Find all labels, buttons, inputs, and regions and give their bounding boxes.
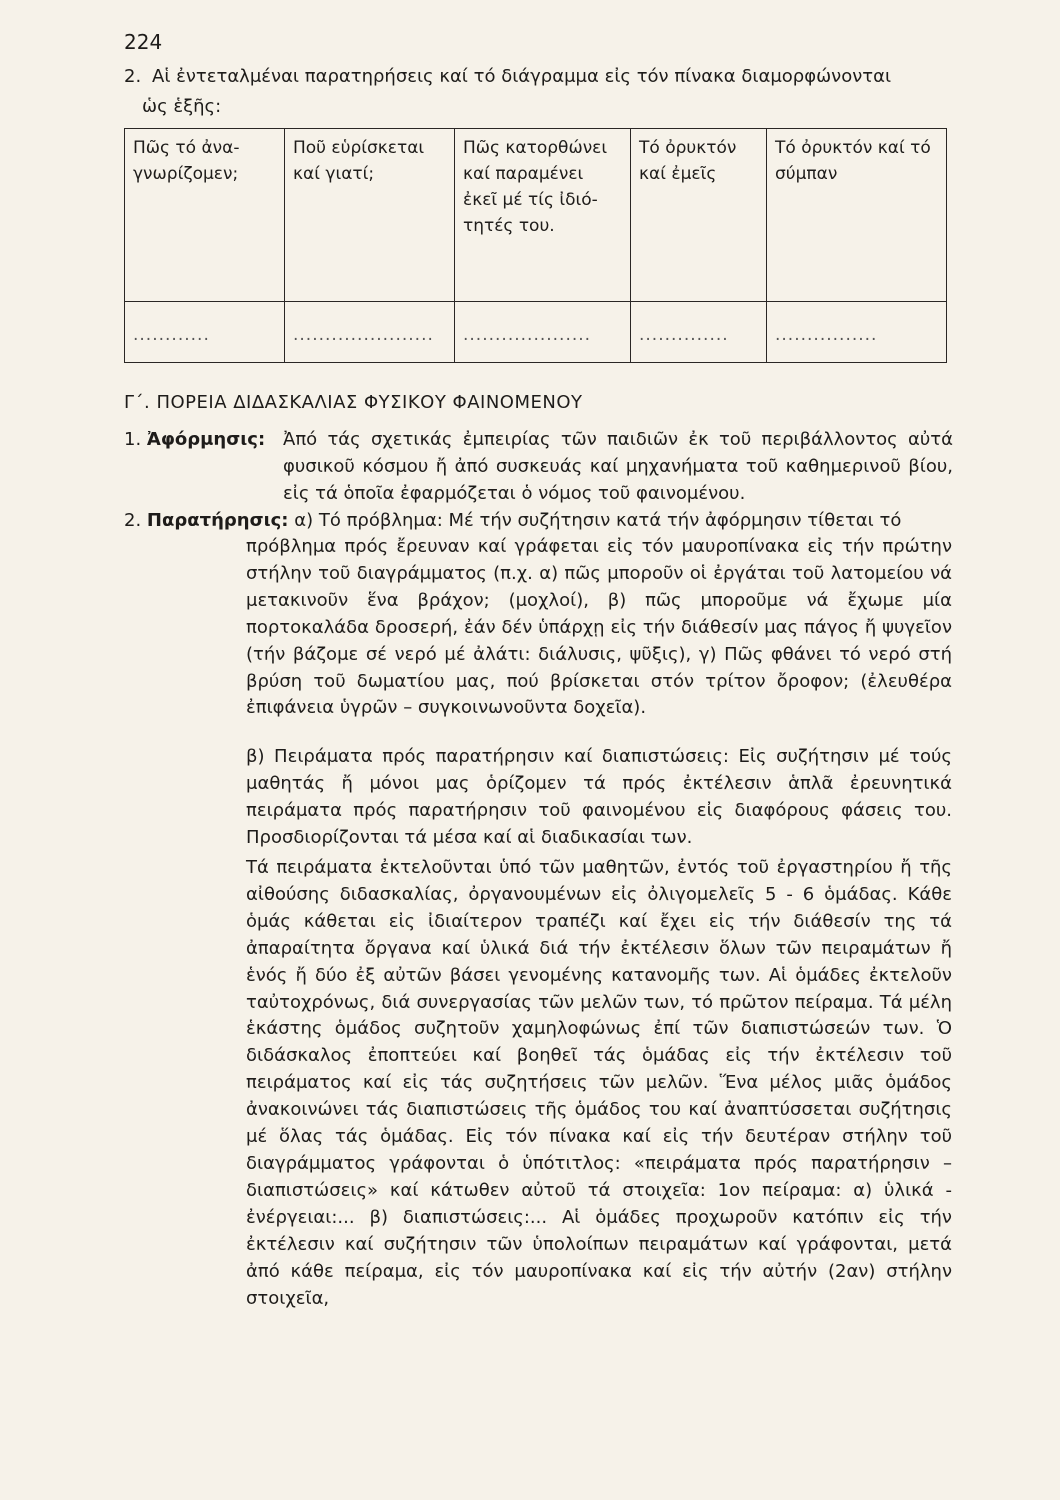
section-title: Γ΄. ΠΟΡΕΙΑ ΔΙΔΑΣΚΑΛΙΑΣ ΦΥΣΙΚΟΥ ΦΑΙΝΟΜΕΝΟΥ: [124, 392, 583, 413]
item-2-paragraph-a: πρόβλημα πρός ἔρευναν καί γράφεται εἰς τόν μαυροπίνακα εἰς τήν πρώτην στήλην τοῦ διαγράμματος (π.χ. α) πῶς μποροῦν οἱ ἐργάται τοῦ λατομείου νά μετακινοῦν ἕνα βράχον; (μοχλοί), β) πῶς μποροῦμε νά ἔχωμε μία πορτοκαλάδα δροσερή, ἐάν δέν ὑπάρχῃ εἰς τήν διάθεσίν μας πάγος ἤ ψυγεῖον (τήν βάζομε σέ νερό μέ ἀλάτι: διάλυσις, ψῦξις), γ) Πῶς φθάνει τό νερό στή βρύση τοῦ δωματίου μας, πού βρίσκεται στόν τρίτον ὄροφον; (ἐλευθέρα ἐπιφάνεια ὑγρῶν – συγκοινωνοῦντα δοχεῖα).: [246, 536, 952, 719]
table-cell: ................: [767, 302, 947, 363]
item-1-number: 1.: [124, 429, 142, 450]
table-cell: ..............: [631, 302, 767, 363]
intro-number: 2.: [124, 66, 142, 87]
table-header-cell: Τό ὀρυκτόν καί ἐμεῖς: [631, 129, 767, 302]
item-2-label: Παρατήρησις:: [146, 510, 289, 531]
table-cell: ......................: [285, 302, 455, 363]
item-1-label: Ἀφόρμησις:: [146, 429, 266, 450]
table-header-cell: Πῶς τό ἀνα-γνωρίζομεν;: [125, 129, 285, 302]
item-2-first-line: α) Τό πρόβλημα: Μέ τήν συζήτησιν κατά τήν ἀφόρμησιν τίθεται τό: [294, 510, 902, 531]
item-1-body: Ἀπό τάς σχετικάς ἐμπειρίας τῶν παιδιῶν ἐκ τοῦ περιβάλλοντος αὐτά φυσικοῦ κόσμου ἤ ἀπό συσκευάς καί μηχανήματα τοῦ καθημερινοῦ βίου, εἰς τά ὁποῖα ἐφαρμόζεται ὁ νόμος τοῦ φαινομένου.: [283, 429, 953, 504]
table-header-cell: Πῶς κατορθώνει καί παραμένει ἐκεῖ μέ τίς ἰδιό-τητές του.: [455, 129, 631, 302]
item-2-paragraph-b: β) Πειράματα πρός παρατήρησιν καί διαπιστώσεις: Εἰς συζήτησιν μέ τούς μαθητάς ἤ μόνοι μας ὁρίζομεν τά πρός ἐκτέλεσιν ἁπλᾶ ἐρευνητικά πειράματα πρός παρατήρησιν τοῦ φαινομένου εἰς διαφόρους φάσεις του. Προσδιορίζονται τά μέσα καί αἱ διαδικασίαι των.: [246, 746, 952, 848]
item-2-paragraph-c: Τά πειράματα ἐκτελοῦνται ὑπό τῶν μαθητῶν, ἐντός τοῦ ἐργαστηρίου ἤ τῆς αἰθούσης διδασκαλίας, ὀργανουμένων εἰς ὀλιγομελεῖς 5 - 6 ὁμάδας. Κάθε ὁμάς κάθεται εἰς ἰδιαίτερον τραπέζι καί ἔχει εἰς τήν διάθεσίν της τά ἀπαραίτητα ὄργανα καί ὑλικά διά τήν ἐκτέλεσιν ὅλων τῶν πειραμάτων ἤ ἑνός ἤ δύο ἐξ αὐτῶν βάσει γενομένης κατανομῆς των. Αἱ ὁμάδες ἐκτελοῦν ταὐτοχρόνως, διά συνεργασίας τῶν μελῶν των, τό πρῶτον πείραμα. Τά μέλη ἑκάστης ὁμάδος συζητοῦν χαμηλοφώνως ἐπί τῶν διαπιστώσεών των. Ὁ διδάσκαλος ἐποπτεύει καί βοηθεῖ τάς ὁμάδας εἰς τήν ἐκτέλεσιν τοῦ πειράματος καί εἰς τάς συζητήσεις τῶν μελῶν. Ἕνα μέλος μιᾶς ὁμάδος ἀνακοινώνει τάς διαπιστώσεις τῆς ὁμάδος του καί ἀναπτύσσεται συζήτησις μέ ὅλας τάς ὁμάδας. Εἰς τόν πίνακα καί εἰς τήν δευτέραν στήλην τοῦ διαγράμματος γράφονται ὁ ὑπότιτλος: «πειράματα πρός παρατήρησιν – διαπιστώσεις» καί κάτωθεν αὐτοῦ τά στοιχεῖα: 1ον πείραμα: α) ὑλικά - ἐνέργειαι:... β) διαπιστώσεις:... Αἱ ὁμάδες προχωροῦν κατόπιν εἰς τήν ἐκτέλεσιν καί συζήτησιν τῶν ὑπολοίπων πειραμάτων καί γράφονται, μετά ἀπό κάθε πείραμα, εἰς τόν μαυροπίνακα καί εἰς τήν αὐτήν (2αν) στήλην στοιχεῖα,: [246, 857, 952, 1309]
item-2: [124, 508, 964, 534]
table-cell: ............: [125, 302, 285, 363]
page-number: 224: [124, 30, 163, 54]
intro-paragraph: [124, 62, 974, 122]
table-header-row: [125, 129, 947, 302]
diagram-table: [124, 128, 947, 363]
table-cell: ....................: [455, 302, 631, 363]
item-1-text: [283, 427, 953, 508]
intro-line-2: ὡς ἑξῆς:: [142, 96, 222, 117]
table-row: [125, 302, 947, 363]
table-header-cell: Τό ὀρυκτόν καί τό σύμπαν: [767, 129, 947, 302]
intro-line-1: Αἱ ἐντεταλμέναι παρατηρήσεις καί τό διάγραμμα εἰς τόν πίνακα διαμορφώνονται: [152, 66, 892, 87]
table-header-cell: Ποῦ εὑρίσκεται καί γιατί;: [285, 129, 455, 302]
item-2-number: 2.: [124, 510, 142, 531]
